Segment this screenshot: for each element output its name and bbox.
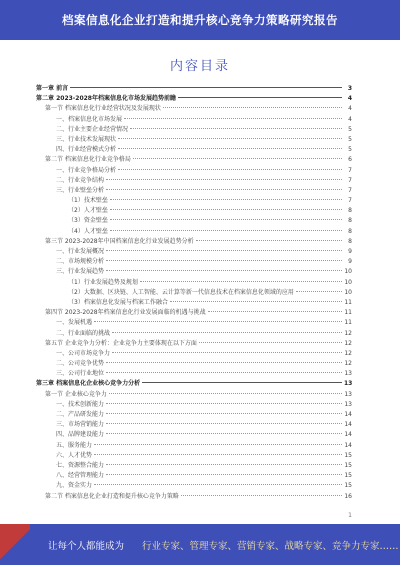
table-of-contents (36, 84, 352, 502)
toc-entry[interactable] (36, 379, 352, 389)
toc-entry-page: 7 (348, 197, 352, 205)
toc-entry-page: 12 (344, 339, 352, 347)
toc-entry-page: 12 (344, 329, 352, 337)
toc-entry-page: 9 (348, 248, 352, 255)
toc-entry[interactable] (36, 104, 352, 114)
toc-entry[interactable] (36, 155, 352, 165)
toc-entry-page: 13 (344, 380, 353, 388)
toc-leader-dots (296, 291, 342, 292)
toc-heading: 内容目录 (169, 59, 230, 74)
toc-entry-page: 7 (348, 166, 352, 174)
toc-entry[interactable] (36, 441, 352, 451)
toc-entry[interactable] (36, 84, 352, 94)
toc-entry-page: 11 (344, 298, 352, 306)
toc-entry-text: 二、行业竞争结构 (56, 176, 105, 184)
toc-entry-page: 12 (344, 349, 352, 357)
toc-entry-text: 第一节 档案信息化行业经营状况及发展现状 (45, 105, 161, 113)
toc-leader-dots (110, 209, 342, 210)
toc-entry-page: 8 (348, 207, 352, 215)
toc-entry[interactable] (36, 369, 352, 379)
toc-entry-page: 9 (348, 258, 352, 266)
toc-entry-page: 16 (344, 492, 352, 500)
toc-entry-page: 13 (344, 400, 352, 408)
toc-entry-text: 第二节 档案信息化行业竞争格局 (45, 156, 131, 164)
toc-leader-dots (110, 219, 342, 220)
toc-leader-dots (178, 97, 342, 98)
toc-entry-text: 九、资金实力 (56, 482, 93, 490)
toc-leader-dots (106, 372, 342, 373)
toc-entry[interactable] (36, 135, 352, 145)
toc-entry-page: 10 (344, 288, 352, 296)
toc-entry-page: 3 (347, 85, 352, 92)
toc-entry[interactable] (36, 196, 352, 206)
toc-entry-page: 7 (348, 176, 352, 184)
toc-entry-page: 15 (344, 482, 352, 490)
toc-entry-page: 14 (344, 421, 352, 429)
toc-entry-page: 12 (344, 360, 352, 368)
toc-entry-text: 四、品牌建设能力 (56, 431, 105, 439)
toc-leader-dots (94, 454, 342, 455)
toc-entry-page: 5 (348, 135, 352, 143)
toc-leader-dots (118, 169, 342, 170)
toc-entry-text: （2）大数据、区块链、人工智能、云计算等新一代信息技术在档案信息化领域的应用 (68, 288, 294, 296)
toc-entry[interactable] (36, 227, 352, 237)
toc-entry-page: 11 (344, 309, 352, 317)
toc-entry-text: 二、市场规模分析 (56, 258, 105, 266)
toc-entry[interactable] (36, 349, 352, 359)
toc-entry-text: 三、行业技术发展现状 (56, 135, 117, 143)
toc-entry[interactable] (36, 267, 352, 277)
toc-entry-text: 八、经营管理能力 (56, 472, 105, 480)
toc-leader-dots (106, 433, 342, 434)
toc-leader-dots (170, 301, 342, 302)
toc-leader-dots (208, 311, 342, 312)
toc-entry[interactable] (36, 206, 352, 216)
toc-leader-dots (106, 413, 342, 414)
toc-entry-page: 11 (344, 319, 352, 327)
toc-entry-page: 15 (344, 461, 352, 469)
toc-entry-text: 第二章 2023-2028年档案信息化市场发展趋势前瞻 (36, 95, 176, 103)
toc-entry-page: 8 (348, 237, 352, 245)
report-title: 档案信息化企业打造和提升核心竞争力策略研究报告 (62, 13, 338, 27)
toc-leader-dots (106, 403, 342, 404)
toc-entry-text: 第五节 企业竞争力分析：企业竞争力主要体现在以下方面 (45, 339, 197, 347)
toc-entry-text: 一、档案信息化市场发展 (56, 115, 123, 123)
toc-entry-text: 二、公司竞争优势 (56, 360, 105, 368)
toc-entry-text: 一、发展机遇 (56, 319, 93, 327)
toc-leader-dots (181, 495, 342, 496)
toc-entry-text: 三、行业发展趋势 (56, 268, 105, 276)
toc-entry[interactable] (36, 166, 352, 176)
toc-entry-text: 一、行业发展概况 (56, 248, 105, 255)
toc-entry-text: 六、人才优势 (56, 451, 93, 459)
toc-entry[interactable] (36, 145, 352, 155)
toc-leader-dots (118, 148, 342, 149)
toc-entry[interactable] (36, 308, 352, 318)
toc-entry-page: 4 (348, 105, 352, 113)
toc-entry-page: 15 (344, 451, 352, 459)
toc-entry[interactable] (36, 410, 352, 420)
toc-entry[interactable] (36, 481, 352, 491)
toc-entry-text: 第三章 档案信息化企业核心竞争力分析 (36, 380, 141, 388)
toc-entry-page: 5 (348, 146, 352, 154)
toc-entry-text: 二、行业面临的挑战 (56, 329, 111, 337)
toc-entry-text: 三、市场营销能力 (56, 421, 105, 429)
toc-entry[interactable] (36, 471, 352, 481)
toc-entry-text: 四、行业经营模式分析 (56, 146, 117, 154)
toc-entry[interactable] (36, 288, 352, 298)
toc-leader-dots (112, 352, 342, 353)
toc-leader-dots (94, 484, 342, 485)
toc-leader-dots (124, 118, 342, 119)
toc-entry-page: 4 (348, 115, 352, 123)
toc-leader-dots (106, 260, 342, 261)
toc-leader-dots (118, 138, 342, 139)
toc-entry[interactable] (36, 176, 352, 186)
toc-entry[interactable] (36, 359, 352, 369)
toc-entry[interactable] (36, 451, 352, 461)
toc-entry[interactable] (36, 257, 352, 267)
toc-entry-text: 第一节 企业核心竞争力 (45, 390, 107, 398)
toc-entry-text: （2）人才壁垒 (68, 207, 108, 215)
toc-leader-dots (196, 240, 342, 241)
report-header (0, 0, 400, 40)
toc-leader-dots (70, 87, 342, 88)
toc-entry-page: 14 (344, 431, 352, 439)
toc-leader-dots (106, 189, 342, 190)
toc-entry[interactable] (36, 430, 352, 440)
toc-entry-text: 一、公司市场竞争力 (56, 349, 111, 357)
toc-entry-text: （4）人才壁垒 (68, 227, 108, 235)
footer-slogan-right: 行业专家、管理专家、营销专家、战略专家、竞争力专家…… (142, 540, 399, 552)
toc-entry-text: （3）资金壁垒 (68, 217, 108, 225)
toc-entry[interactable] (36, 125, 352, 135)
toc-entry[interactable] (36, 461, 352, 471)
toc-entry-text: 第一章 前言 (36, 85, 69, 92)
toc-leader-dots (109, 393, 342, 394)
toc-entry[interactable] (36, 400, 352, 410)
toc-entry[interactable] (36, 186, 352, 196)
footer-banner (0, 524, 400, 565)
toc-leader-dots (110, 199, 342, 200)
toc-leader-dots (112, 332, 342, 333)
toc-entry-text: （1）技术壁垒 (68, 197, 108, 205)
toc-entry-text: 二、行业主要企业经营情况 (56, 125, 129, 133)
toc-entry-page: 10 (344, 268, 352, 276)
toc-entry[interactable] (36, 329, 352, 339)
toc-entry[interactable] (36, 339, 352, 349)
toc-entry-text: 三、公司行业地位 (56, 370, 105, 378)
toc-leader-dots (130, 128, 342, 129)
toc-leader-dots (106, 464, 342, 465)
toc-leader-dots (106, 179, 342, 180)
toc-entry-page: 13 (344, 370, 352, 378)
page-number: 1 (348, 512, 352, 519)
footer-slogan-left: 让每个人都能成为 (48, 540, 125, 552)
toc-leader-dots (163, 107, 342, 108)
toc-entry-text: 第三节 2023-2028年中国档案信息化行业发展趋势分析 (45, 237, 194, 245)
toc-leader-dots (110, 230, 342, 231)
toc-leader-dots (106, 362, 342, 363)
toc-leader-dots (106, 270, 342, 271)
toc-entry[interactable] (36, 278, 352, 288)
toc-entry[interactable] (36, 420, 352, 430)
toc-entry[interactable] (36, 115, 352, 125)
toc-entry-page: 14 (344, 441, 352, 449)
toc-entry-text: 三、行业壁垒分析 (56, 186, 105, 194)
toc-entry-page: 6 (348, 156, 352, 164)
toc-entry-text: 一、行业竞争格局分析 (56, 166, 117, 174)
toc-leader-dots (106, 474, 342, 475)
toc-entry[interactable] (36, 94, 352, 104)
toc-entry-text: （3）档案信息化发展与档案工作融合 (68, 298, 168, 306)
toc-leader-dots (142, 382, 342, 383)
toc-entry-page: 10 (344, 278, 352, 286)
toc-leader-dots (199, 342, 342, 343)
toc-entry-page: 8 (348, 227, 352, 235)
toc-entry-text: 第四节 2023-2028年档案信息化行业发展面临的机遇与挑战 (45, 309, 206, 317)
toc-entry-text: （1）行业发展趋势及规划 (68, 278, 138, 286)
toc-entry-page: 8 (348, 217, 352, 225)
footer-accent-stripe (0, 524, 30, 565)
toc-entry-page: 4 (347, 95, 352, 103)
toc-leader-dots (94, 444, 342, 445)
toc-leader-dots (106, 250, 342, 251)
toc-entry[interactable] (36, 390, 352, 400)
toc-entry-text: 七、资源整合能力 (56, 461, 105, 469)
toc-entry[interactable] (36, 492, 352, 502)
toc-entry[interactable] (36, 237, 352, 247)
toc-entry-text: 二、产品研发能力 (56, 411, 105, 418)
toc-entry-page: 13 (344, 390, 352, 398)
toc-entry-page: 15 (344, 472, 352, 480)
toc-entry-page: 7 (348, 186, 352, 194)
toc-entry[interactable] (36, 247, 352, 257)
toc-leader-dots (140, 281, 342, 282)
toc-leader-dots (133, 158, 342, 159)
toc-entry-page: 14 (344, 411, 352, 418)
toc-entry-text: 第二节 档案信息化企业打造和提升核心竞争力策略 (45, 492, 179, 500)
toc-entry-page: 5 (348, 125, 352, 133)
toc-entry[interactable] (36, 216, 352, 226)
toc-leader-dots (94, 321, 342, 322)
toc-entry-text: 一、技术创新能力 (56, 400, 105, 408)
toc-entry[interactable] (36, 318, 352, 328)
toc-entry[interactable] (36, 298, 352, 308)
toc-leader-dots (106, 423, 342, 424)
toc-entry-text: 五、服务能力 (56, 441, 93, 449)
